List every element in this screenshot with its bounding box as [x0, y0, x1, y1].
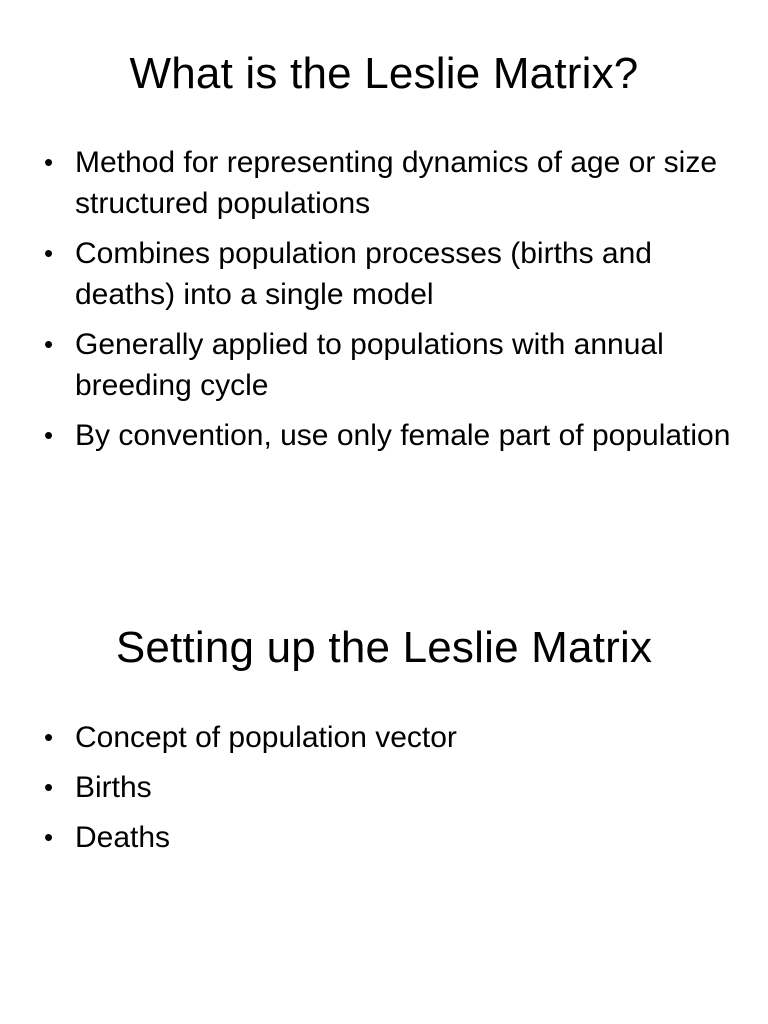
bullet-icon: •	[44, 822, 54, 852]
bullet-text: Concept of population vector	[75, 721, 457, 754]
bullet-item	[44, 142, 734, 224]
bullet-text: By convention, use only female part of population	[75, 419, 731, 452]
bullet-item	[44, 233, 734, 315]
bullet-text: Combines population processes (births and deaths) into a single model	[75, 237, 652, 311]
slide-title: What is the Leslie Matrix?	[129, 49, 639, 98]
bullet-item	[44, 717, 734, 758]
bullet-list	[44, 717, 734, 867]
slide-setting-up-leslie-matrix	[0, 622, 768, 854]
bullet-item	[44, 817, 734, 858]
bullet-item	[44, 767, 734, 808]
bullet-icon: •	[44, 722, 54, 752]
bullet-list	[44, 142, 734, 465]
bullet-icon: •	[44, 329, 54, 359]
bullet-text: Births	[75, 771, 152, 804]
slide-what-is-leslie-matrix	[0, 48, 768, 452]
bullet-icon: •	[44, 772, 54, 802]
bullet-icon: •	[44, 147, 54, 177]
bullet-text: Method for representing dynamics of age or size structured populations	[75, 146, 717, 220]
slide-title: Setting up the Leslie Matrix	[115, 623, 653, 672]
bullet-item	[44, 324, 734, 406]
bullet-icon: •	[44, 238, 54, 268]
bullet-item	[44, 415, 734, 456]
bullet-icon: •	[44, 420, 54, 450]
bullet-text: Deaths	[75, 821, 171, 854]
bullet-text: Generally applied to populations with annual breeding cycle	[75, 328, 664, 402]
